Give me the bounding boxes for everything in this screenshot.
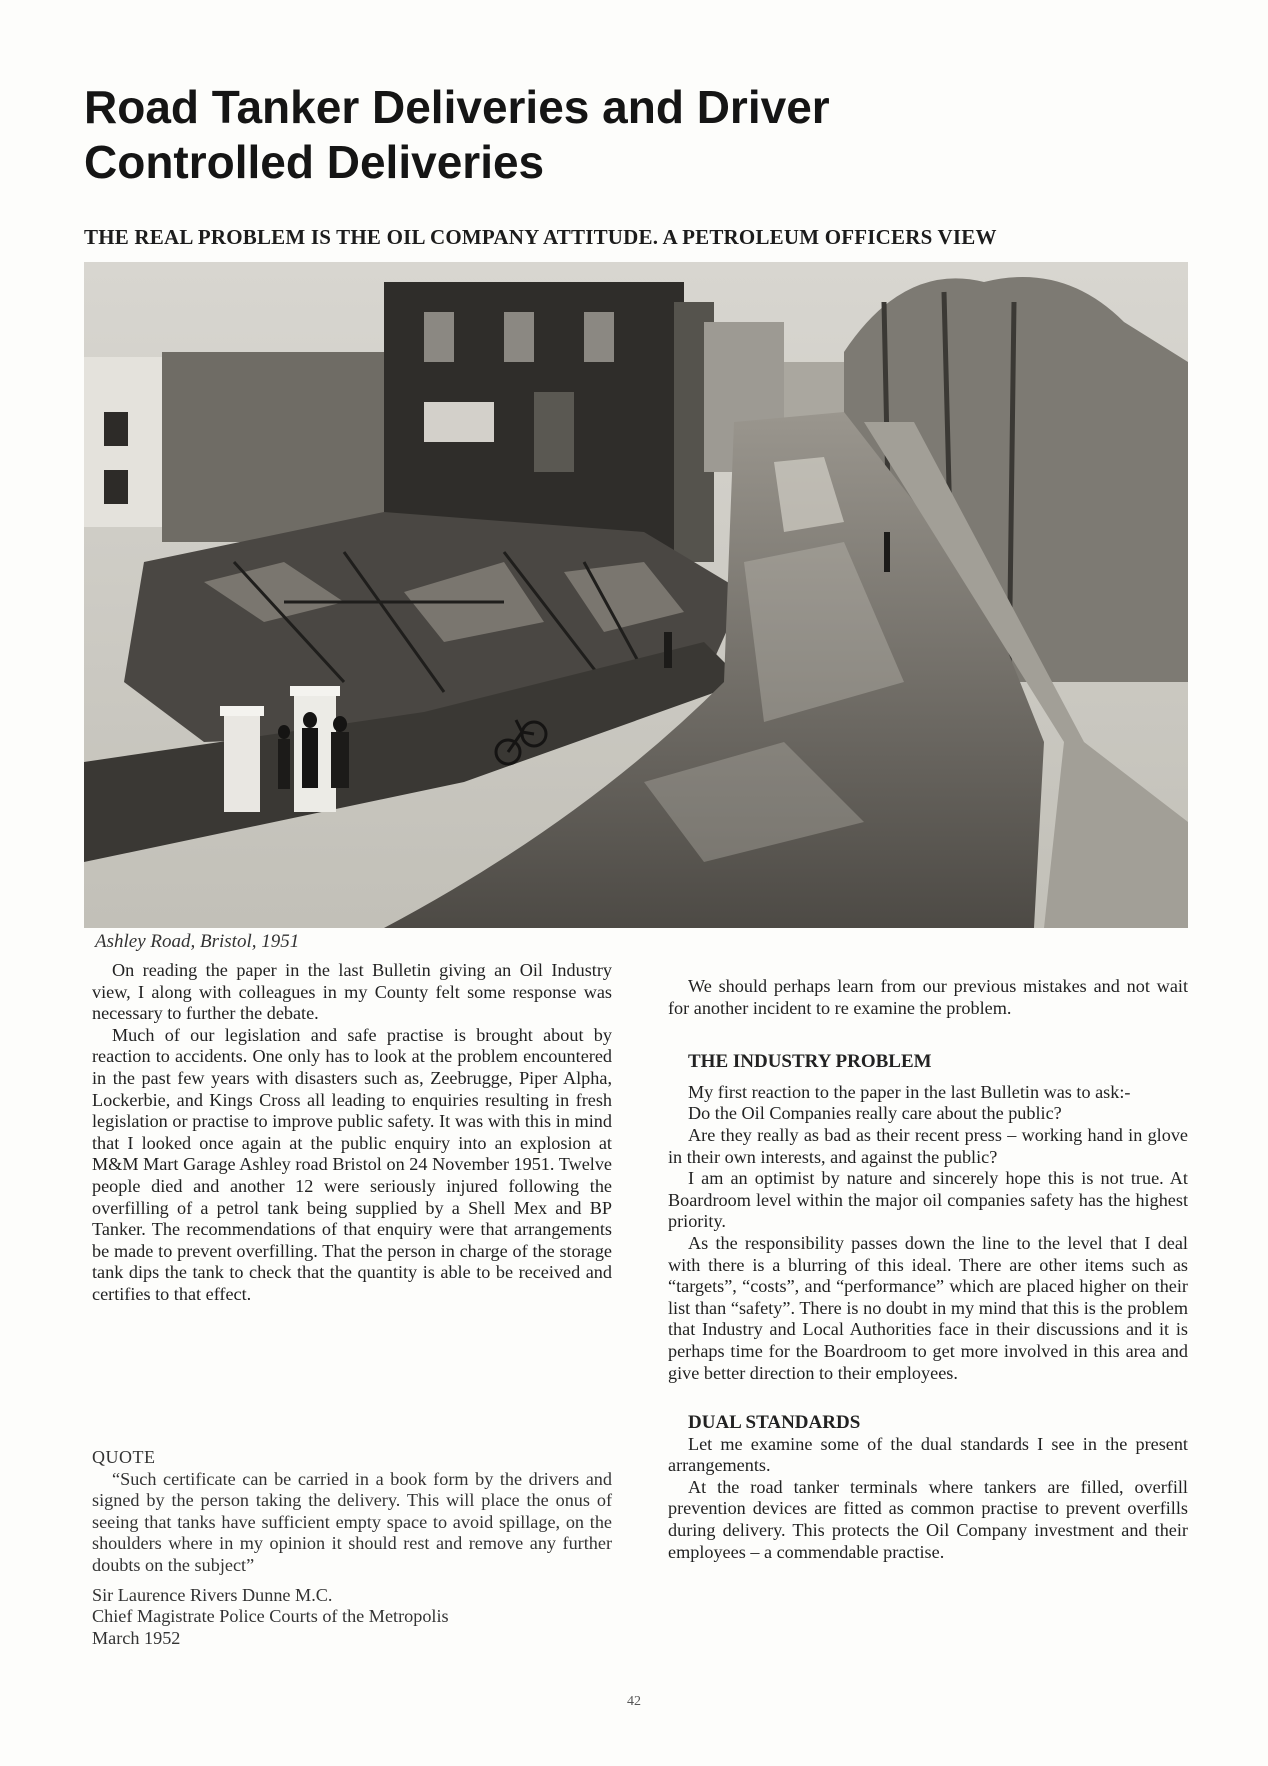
photo-caption: Ashley Road, Bristol, 1951 (95, 931, 300, 952)
page-number: 42 (627, 1694, 641, 1709)
left-paragraph-1: On reading the paper in the last Bulletin giving an Oil Industry view, I along with colleagues in my County felt some response was necessary to further the debate. (92, 960, 612, 1024)
quote-block (92, 1447, 612, 1649)
article-title (84, 80, 1084, 190)
article-subtitle: THE REAL PROBLEM IS THE OIL COMPANY ATTITUDE. A PETROLEUM OFFICERS VIEW (84, 225, 997, 249)
quote-text: “Such certificate can be carried in a book form by the drivers and signed by the person taking the delivery. This will place the onus of seeing that tanks have sufficient empty space to avoid spillage, on the shoulders where in my opinion it should rest and remove any further doubts on the subject” (92, 1468, 612, 1575)
industry-paragraph-5: As the responsibility passes down the line to the level that I deal with there is a blurring of this ideal. There are other items such as “targets”, “costs”, and “performance” which are placed higher on their list than “safety”. There is no doubt in my mind that this is the problem that Industry and Local Authorities face in their discussions and it is perhaps time for the Boardroom to get more involved in this area and give better direction to their employees. (668, 1232, 1188, 1383)
left-paragraph-2: Much of our legislation and safe practise is brought about by reaction to accidents. One only has to look at the problem encountered in the past few years with disasters such as, Zeebrugge, Piper Alpha, Lockerbie, and Kings Cross all leading to enquiries resulting in fresh legislation or practise to improve public safety. It was with this in mind that I looked once again at the public enquiry into an explosion at M&M Mart Garage Ashley road Bristol on 24 November 1951. Twelve people died and another 12 were seriously injured following the overfilling of a petrol tank being supplied by a Shell Mex and BP Tanker. The recommendations of that enquiry were that arrangements be made to prevent overfilling. That the person in charge of the storage tank dips the tank to check that the quantity is able to be received and certifies to that effect. (92, 1024, 612, 1304)
dual-paragraph-1: Let me examine some of the dual standards I see in the present arrangements. (668, 1433, 1188, 1476)
left-column (92, 960, 612, 1306)
dual-paragraph-2: At the road tanker terminals where tankers are filled, overfill prevention devices are fitted as common practise to prevent overfills during delivery. This protects the Oil Company investment and their employees – a commendable practise. (668, 1476, 1188, 1562)
right-intro: We should perhaps learn from our previous mistakes and not wait for another incident to re examine the problem. (668, 976, 1188, 1018)
dual-standards-heading: DUAL STANDARDS (688, 1412, 861, 1434)
article-title-line-2: Controlled Deliveries (84, 136, 545, 188)
industry-paragraph-3: Are they really as bad as their recent press – working hand in glove in their own interests, and against the public? (668, 1124, 1188, 1167)
industry-paragraph-2: Do the Oil Companies really care about the public? (688, 1103, 1062, 1124)
quote-role: Chief Magistrate Police Courts of the Metropolis (92, 1606, 449, 1627)
quote-author: Sir Laurence Rivers Dunne M.C. (92, 1584, 333, 1605)
industry-paragraph-4: I am an optimist by nature and sincerely hope this is not true. At Boardroom level within the major oil companies safety has the highest priority. (668, 1168, 1188, 1232)
quote-signoff (92, 1585, 612, 1650)
historic-street-photo (84, 262, 1188, 928)
article-title-line-1: Road Tanker Deliveries and Driver (84, 81, 830, 133)
industry-problem-heading: THE INDUSTRY PROBLEM (688, 1051, 932, 1073)
industry-paragraph-1: My first reaction to the paper in the last Bulletin was to ask:- (688, 1081, 1131, 1102)
quote-label: QUOTE (92, 1447, 156, 1467)
right-column (668, 976, 1188, 1563)
quote-date: March 1952 (92, 1627, 181, 1648)
